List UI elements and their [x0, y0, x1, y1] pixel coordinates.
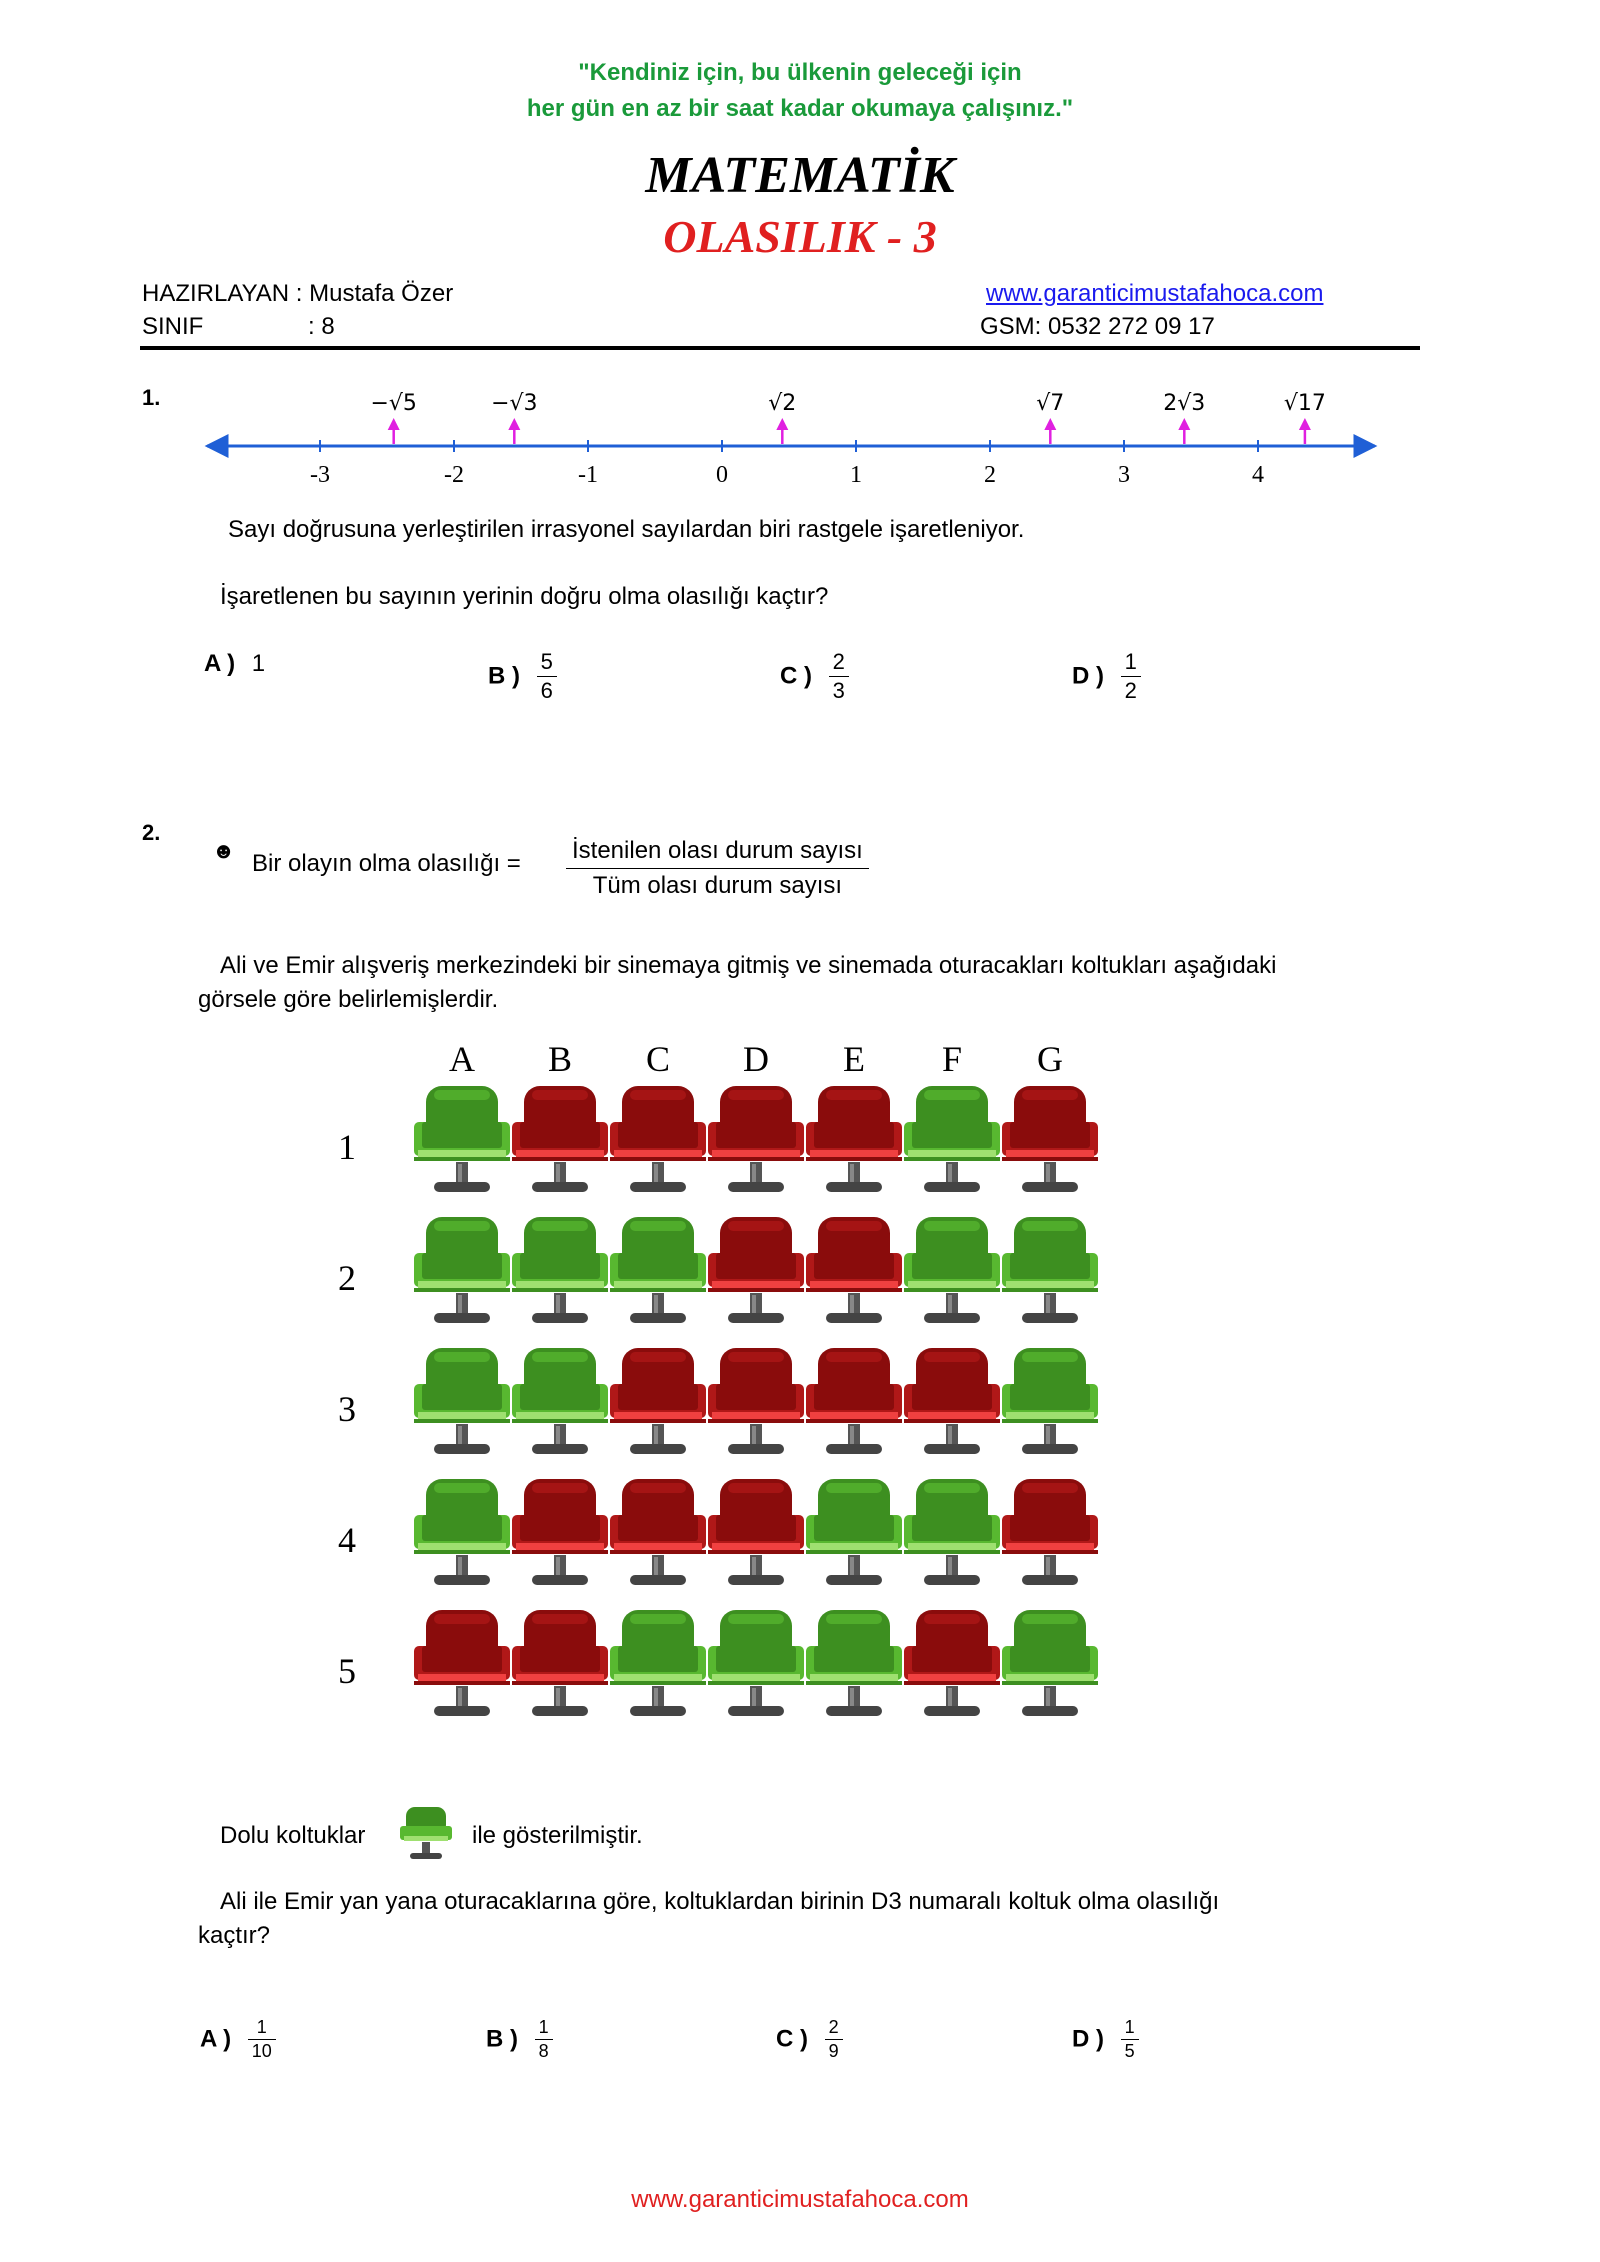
number-line-tick-label: 2 — [984, 462, 996, 488]
seat-empty[interactable] — [804, 1082, 904, 1206]
marker-label: √17 — [1283, 391, 1326, 416]
seat-occupied[interactable] — [902, 1213, 1002, 1337]
q2-option-a-fraction: $\frac{1}{10}$ — [248, 2016, 276, 2063]
q1-option-c[interactable] — [780, 648, 849, 705]
q2-option-b-fraction: $\frac{1}{8}$ — [535, 2016, 553, 2063]
seat-occupied[interactable] — [412, 1082, 512, 1206]
q1-option-d[interactable] — [1072, 648, 1141, 705]
page-subtitle: OLASILIK - 3 — [663, 211, 937, 262]
seat-empty[interactable] — [608, 1344, 708, 1468]
marker-label: √7 — [1036, 391, 1065, 416]
seat-empty[interactable] — [412, 1606, 512, 1730]
number-line-tick-label: -1 — [578, 462, 598, 488]
smiley-bullet-icon: ☻ — [212, 838, 236, 863]
formula-denominator: Tüm olası durum sayısı — [592, 872, 843, 899]
row-label: 2 — [338, 1258, 356, 1298]
number-line — [195, 380, 1395, 500]
q1-option-b-fraction: $\frac{5}{6}$ — [537, 648, 557, 705]
q1-option-c-fraction: $\frac{2}{3}$ — [829, 648, 849, 705]
seat-empty[interactable] — [510, 1606, 610, 1730]
seat-empty[interactable] — [706, 1344, 806, 1468]
marker-arrowhead — [1178, 418, 1190, 430]
seat-empty[interactable] — [608, 1082, 708, 1206]
marker-arrowhead — [1299, 418, 1311, 430]
seat-occupied[interactable] — [412, 1213, 512, 1337]
seat-occupied[interactable] — [804, 1606, 904, 1730]
seat-empty[interactable] — [804, 1344, 904, 1468]
q2-option-d-fraction: $\frac{1}{5}$ — [1121, 2016, 1139, 2063]
occupied-seat-icon — [398, 1804, 454, 1866]
seat-occupied[interactable] — [608, 1213, 708, 1337]
column-label: D — [743, 1039, 769, 1079]
author-label: HAZIRLAYAN : Mustafa Özer — [142, 280, 454, 307]
column-label: E — [843, 1039, 865, 1079]
row-label: 5 — [338, 1651, 356, 1691]
q2-option-a[interactable] — [200, 2016, 276, 2063]
probability-formula — [566, 834, 869, 903]
class-value: : 8 — [308, 313, 335, 340]
q1-option-b[interactable] — [488, 648, 557, 705]
quote-line-1: "Kendiniz için, bu ülkenin geleceği için — [578, 59, 1022, 86]
q2-text-2: görsele göre belirlemişlerdir. — [198, 986, 499, 1013]
q2-option-b[interactable] — [486, 2016, 553, 2063]
column-label: F — [941, 1039, 963, 1079]
marker-label: √2 — [768, 391, 797, 416]
marker-arrowhead — [776, 418, 788, 430]
q2-option-c-fraction: $\frac{2}{9}$ — [825, 2016, 843, 2063]
seat-occupied[interactable] — [608, 1606, 708, 1730]
q1-text-1: Sayı doğrusuna yerleştirilen irrasyonel sayılardan biri rastgele işaretleniyor. — [228, 516, 1025, 543]
seat-occupied[interactable] — [902, 1082, 1002, 1206]
question-1-number: 1. — [142, 385, 161, 410]
seat-empty[interactable] — [706, 1213, 806, 1337]
question-2-number: 2. — [142, 820, 161, 845]
marker-label: 2√3 — [1163, 391, 1206, 416]
row-label: 4 — [338, 1520, 356, 1560]
column-label: C — [645, 1039, 670, 1079]
header-divider — [140, 346, 1420, 350]
footer-website[interactable]: www.garanticimustafahoca.com — [631, 2186, 969, 2213]
seat-occupied[interactable] — [902, 1475, 1002, 1599]
q1-option-a-value: 1 — [251, 650, 266, 677]
q2-option-d-label: D ) — [1072, 2025, 1104, 2053]
page-title: MATEMATİK — [645, 147, 955, 204]
q1-option-d-label: D ) — [1072, 662, 1104, 690]
q1-option-a[interactable] — [204, 650, 265, 678]
seat-occupied[interactable] — [804, 1475, 904, 1599]
q2-option-b-label: B ) — [486, 2025, 518, 2053]
number-line-tick-label: -2 — [444, 462, 464, 488]
column-label: B — [547, 1039, 572, 1079]
row-label: 1 — [338, 1127, 356, 1167]
number-line-tick-label: 3 — [1118, 462, 1130, 488]
marker-label: −√5 — [370, 391, 417, 416]
q1-option-b-label: B ) — [488, 662, 520, 690]
legend-text-after: ile gösterilmiştir. — [472, 1822, 643, 1849]
seat-empty[interactable] — [902, 1606, 1002, 1730]
seat-empty[interactable] — [608, 1475, 708, 1599]
q2-option-c[interactable] — [776, 2016, 843, 2063]
formula-numerator: İstenilen olası durum sayısı — [566, 834, 869, 869]
marker-arrowhead — [1044, 418, 1056, 430]
q2-text-3: Ali ile Emir yan yana oturacaklarına göre, koltuklardan birinin D3 numaralı koltuk olma olasılığı — [220, 1888, 1220, 1915]
number-line-tick-label: 4 — [1252, 462, 1264, 488]
formula-label: Bir olayın olma olasılığı = — [252, 850, 521, 877]
marker-arrowhead — [388, 418, 400, 430]
seat-empty[interactable] — [804, 1213, 904, 1337]
seat-grid — [300, 1030, 1160, 1770]
q2-text-1: Ali ve Emir alışveriş merkezindeki bir sinemaya gitmiş ve sinemada oturacakları koltukları aşağıdaki — [220, 952, 1277, 979]
seat-occupied[interactable] — [510, 1344, 610, 1468]
seat-occupied[interactable] — [1000, 1213, 1100, 1337]
column-label: A — [449, 1039, 475, 1079]
q2-option-a-label: A ) — [200, 2025, 232, 2053]
marker-arrowhead — [508, 418, 520, 430]
number-line-tick-label: -3 — [310, 462, 330, 488]
class-label: SINIF — [142, 313, 204, 340]
seat-empty[interactable] — [902, 1344, 1002, 1468]
legend-text-before: Dolu koltuklar — [220, 1822, 366, 1849]
seat-occupied[interactable] — [412, 1344, 512, 1468]
seat-empty[interactable] — [510, 1082, 610, 1206]
q1-text-2: İşaretlenen bu sayının yerinin doğru olma olasılığı kaçtır? — [220, 583, 829, 610]
row-label: 3 — [338, 1389, 356, 1429]
seat-empty[interactable] — [706, 1475, 806, 1599]
seat-occupied[interactable] — [412, 1475, 512, 1599]
marker-label: −√3 — [491, 391, 538, 416]
website-link[interactable]: www.garanticimustafahoca.com — [986, 280, 1324, 307]
q2-option-c-label: C ) — [776, 2025, 808, 2053]
seat-occupied[interactable] — [706, 1606, 806, 1730]
q1-option-d-fraction: $\frac{1}{2}$ — [1121, 648, 1141, 705]
phone-number: GSM: 0532 272 09 17 — [980, 313, 1215, 340]
seat-occupied[interactable] — [510, 1213, 610, 1337]
seat-empty[interactable] — [706, 1082, 806, 1206]
q1-option-c-label: C ) — [780, 662, 812, 690]
q1-option-a-label: A ) — [204, 650, 236, 677]
seat-empty[interactable] — [510, 1475, 610, 1599]
seat-empty[interactable] — [1000, 1082, 1100, 1206]
seat-empty[interactable] — [1000, 1475, 1100, 1599]
q2-text-4: kaçtır? — [198, 1922, 271, 1949]
seat-occupied[interactable] — [1000, 1606, 1100, 1730]
number-line-tick-label: 0 — [716, 462, 728, 488]
seat-occupied[interactable] — [1000, 1344, 1100, 1468]
quote-line-2: her gün en az bir saat kadar okumaya çalışınız." — [526, 95, 1074, 122]
column-label: G — [1037, 1039, 1063, 1079]
number-line-tick-label: 1 — [850, 462, 862, 488]
q2-option-d[interactable] — [1072, 2016, 1139, 2063]
